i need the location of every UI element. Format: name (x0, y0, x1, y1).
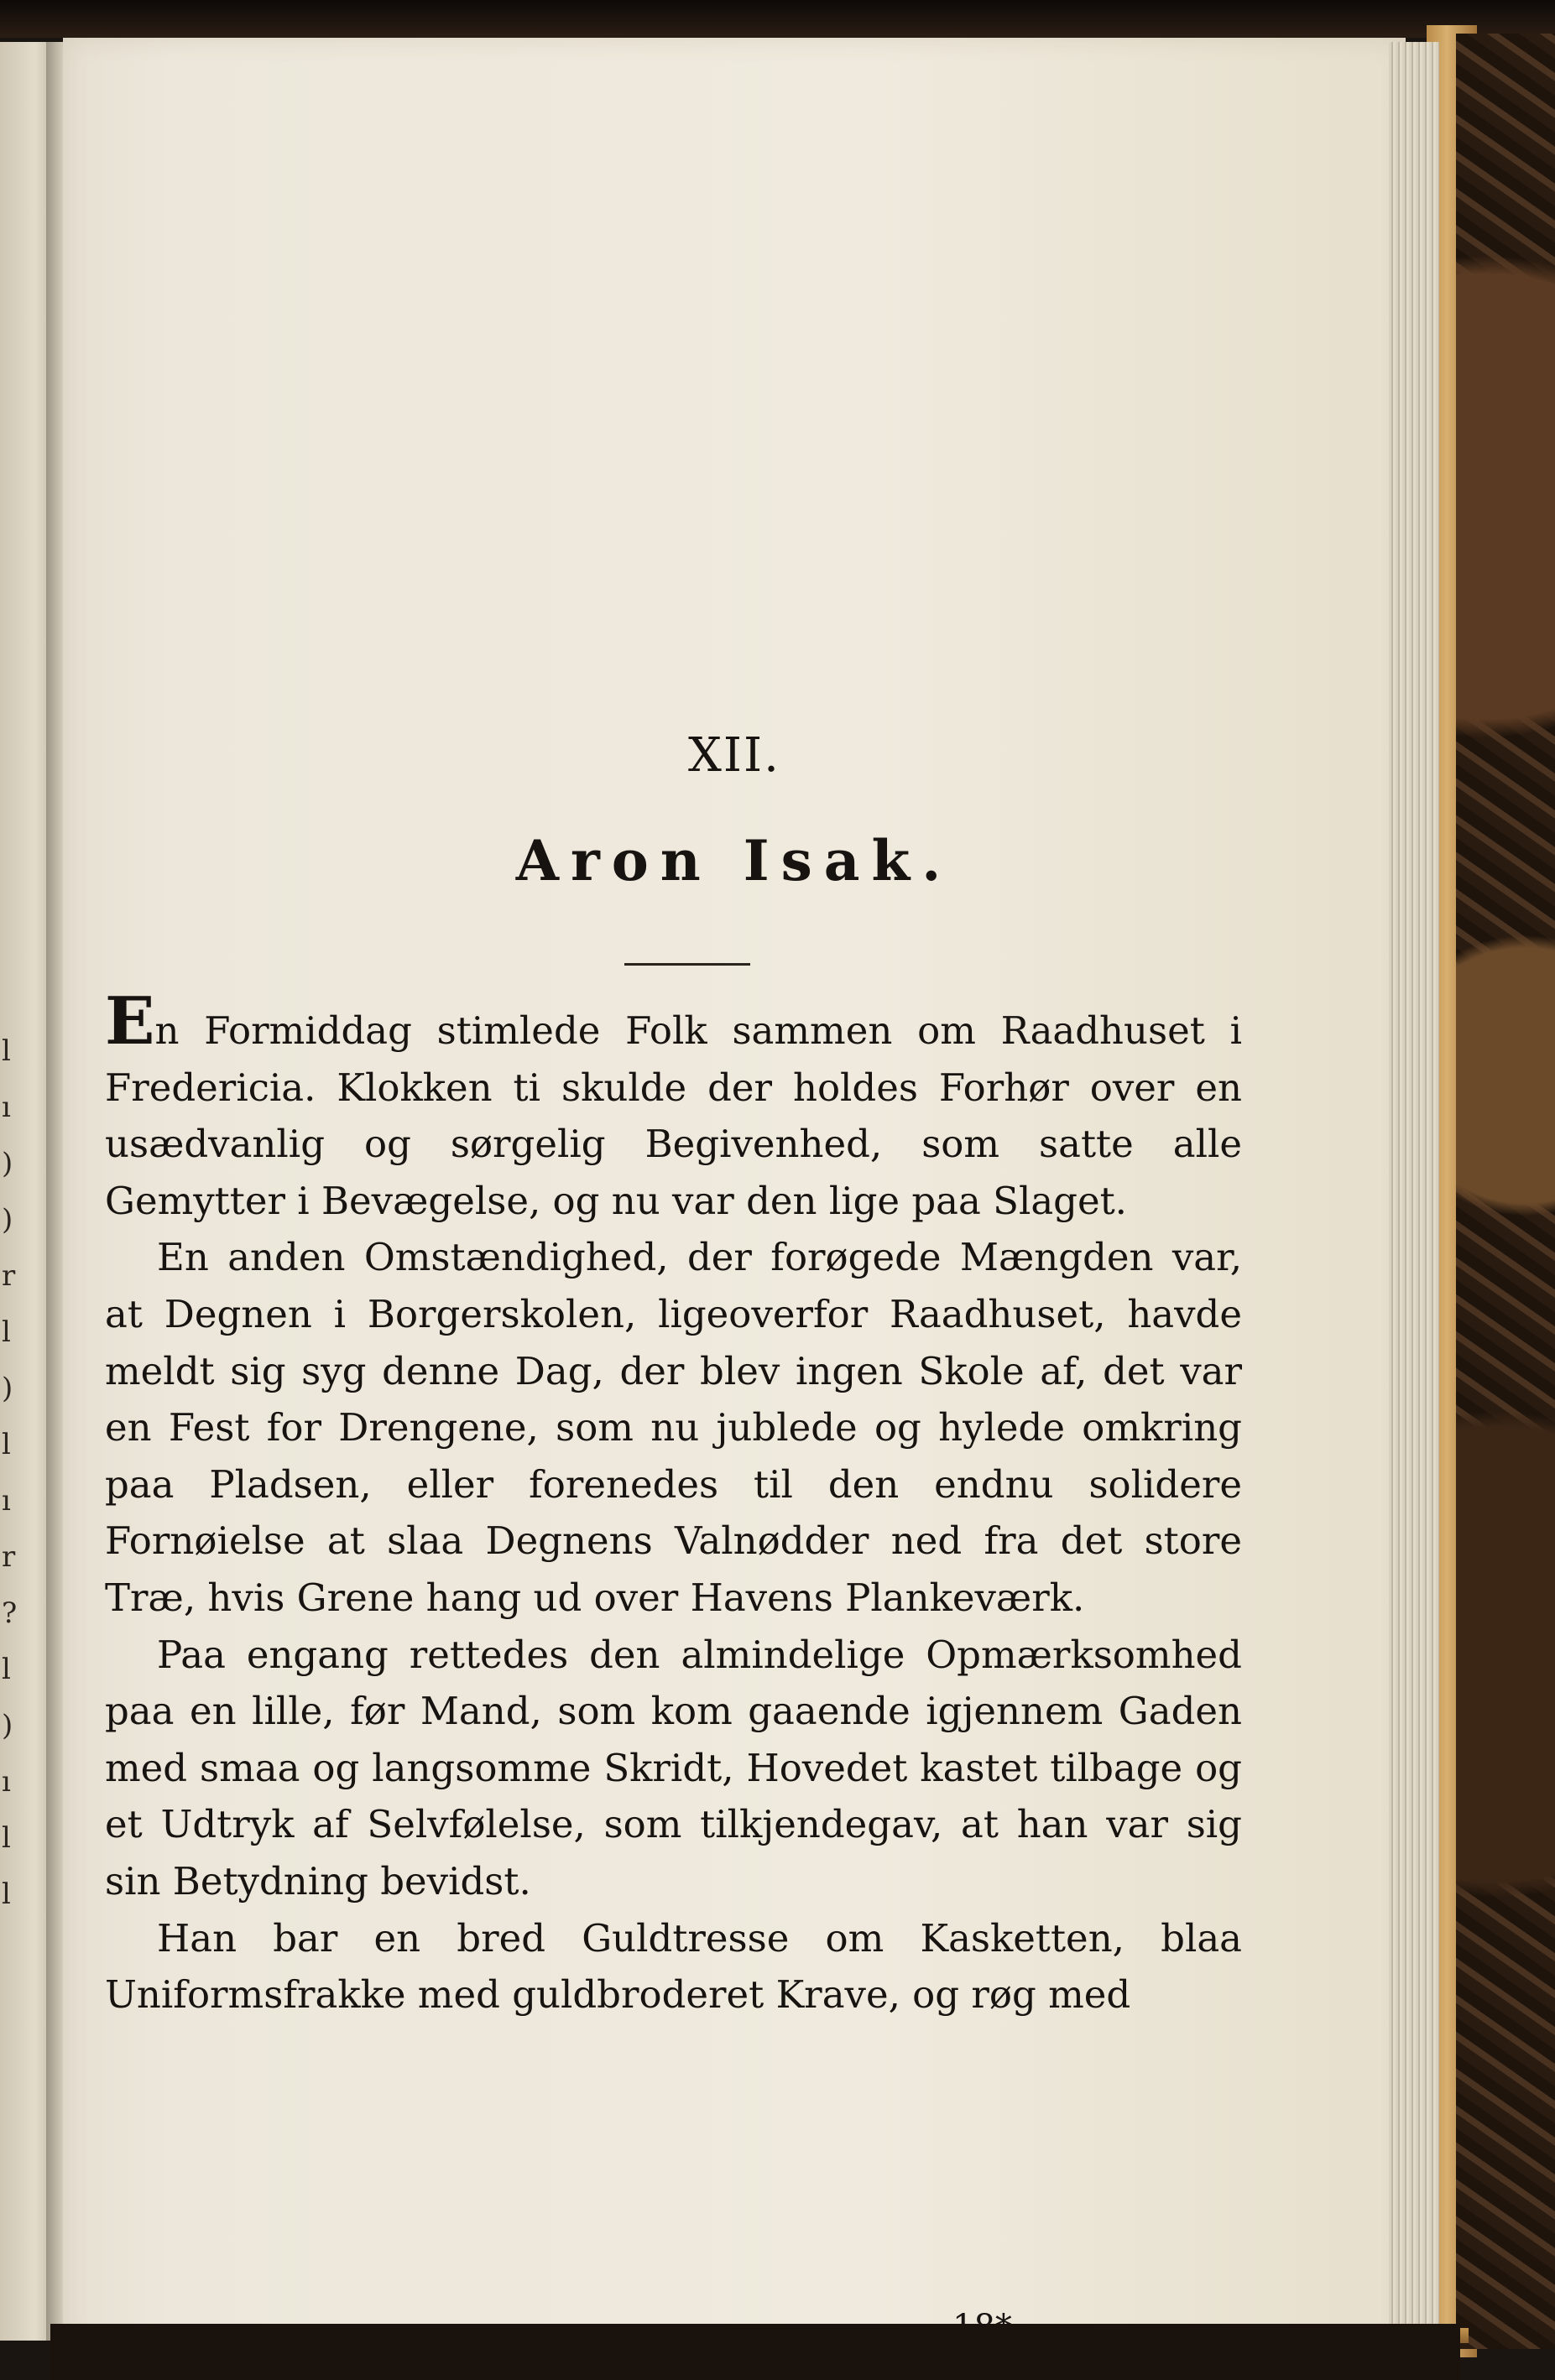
left-edge-mark: l (2, 1315, 11, 1349)
left-edge-mark: l (2, 1653, 11, 1686)
book-page (63, 38, 1406, 2349)
chapter-body (105, 983, 1242, 2023)
page-stack-edge (1389, 42, 1439, 2332)
paragraph-4: Han bar en bred Guldtresse om Kasketten, blaa Uniformsfrakke med guldbroderet Krave, og røg med (105, 1915, 1242, 2018)
paragraph-1 (105, 983, 1242, 1229)
marbled-cover (1456, 34, 1555, 2349)
left-edge-mark: l (2, 1034, 11, 1068)
paragraph-2: En anden Omstændighed, der forøgede Mængden var, at Degnen i Borgerskolen, ligeoverfor Raadhuset, havde meldt sig syg denne Dag, der blev ingen Skole af, det var en Fest for Drengene, som nu jublede og hylede omkring paa Pladsen, eller forenedes til den endnu solidere Fornøielse at slaa Degnens Valnødder ned fra det store Træ, hvis Grene hang ud over Havens Plankeværk. (105, 1235, 1242, 1620)
left-edge-mark: l (2, 1877, 11, 1911)
left-page-edge-marks (2, 1023, 18, 2114)
left-edge-mark: ı (2, 1484, 11, 1518)
chapter-number: XII. (688, 728, 780, 783)
drop-cap: E (105, 983, 155, 1060)
left-edge-mark: ı (2, 1091, 11, 1124)
left-edge-mark: ) (2, 1709, 13, 1742)
title-rule (624, 963, 750, 966)
left-edge-mark: ? (2, 1596, 18, 1630)
left-edge-mark: r (2, 1259, 16, 1293)
left-edge-mark: ) (2, 1372, 13, 1405)
top-edge (0, 0, 1555, 38)
left-edge-mark: r (2, 1540, 16, 1574)
left-gutter (46, 42, 65, 2341)
chapter-title: Aron Isak. (515, 828, 953, 893)
left-edge-mark: ) (2, 1203, 13, 1237)
paragraph-3: Paa engang rettedes den almindelige Opmærksomhed paa en lille, før Mand, som kom gaaende igjennem Gaden med smaa og langsomme Skridt, Hovedet kastet tilbage og et Udtryk af Selvfølelse, som tilkjendegav, at han var sig sin Betydning bevidst. (105, 1632, 1242, 1903)
left-edge-mark: l (2, 1428, 11, 1461)
paragraph-text: n Formiddag stimlede Folk sammen om Raadhuset i Fredericia. Klokken ti skulde der holdes Forhør over en usædvanlig og sørgelig Begivenhed, som satte alle Gemytter i Bevægelse, og nu var den lige paa Slaget. (105, 1008, 1242, 1223)
left-edge-mark: ı (2, 1765, 11, 1799)
left-edge-mark: l (2, 1821, 11, 1855)
left-edge-mark: ) (2, 1147, 13, 1180)
bottom-edge (50, 2324, 1460, 2380)
